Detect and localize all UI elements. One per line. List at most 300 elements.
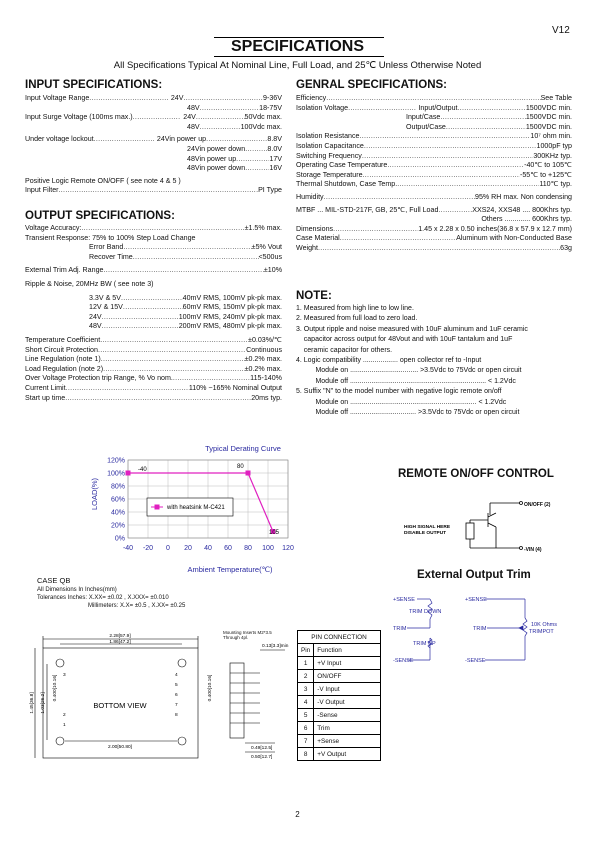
spec-label: Ripple & Noise, 20MHz BW ( see note 3): [25, 279, 154, 288]
dot-leader: [94, 135, 155, 145]
dim-height-total: 0.50[12.7]: [251, 755, 273, 760]
spec-label: Thermal Shutdown, Case Temp.: [296, 180, 398, 189]
spec-value: 1500VDC min.: [525, 113, 572, 122]
transistor-emitter: [488, 523, 496, 527]
spec-value: Aluminum with Non-Conducted Base: [456, 234, 572, 243]
spec-value: 300KHz typ.: [533, 151, 572, 160]
spec-value: 18-75V: [259, 103, 282, 112]
x-tick-label: 40: [204, 545, 212, 552]
pin-number: 6: [298, 722, 314, 735]
spec-label: Start up time: [25, 393, 66, 402]
spacer: [296, 215, 481, 225]
spec-label: Error Band: [89, 243, 124, 252]
dim-pin-spacing-right: 0.400[10.16]: [208, 674, 213, 702]
onoff-pin-label: ON/OFF (2): [524, 502, 551, 508]
chart-annotation-knee: 80: [237, 464, 244, 470]
spec-value: 63g: [560, 243, 572, 252]
trimpot-wiper: [519, 626, 523, 630]
input-spec-row: [25, 145, 282, 155]
spec-value: 16V: [269, 164, 282, 173]
spec-value: 17V: [269, 154, 282, 163]
dot-leader: [200, 123, 241, 133]
spec-value: 1500VDC min.: [525, 122, 572, 131]
trim-heading: External Output Trim: [417, 569, 531, 581]
case-drawing: [25, 628, 300, 763]
pin-connection-table: [297, 630, 381, 761]
dot-leader: [363, 171, 520, 181]
legend-label: with heatsink M-C421: [167, 505, 225, 511]
pin-number: 1: [298, 657, 314, 670]
pin-function: -V Output: [314, 696, 381, 709]
x-tick-label: 0: [166, 545, 170, 552]
pin-number: 5: [298, 709, 314, 722]
pin-function: Trim: [314, 722, 381, 735]
transistor-collector: [488, 513, 496, 517]
note-line: ceramic capacitor for others.: [296, 346, 393, 354]
spec-label: Load Regulation (note 2): [25, 364, 104, 373]
output-spec-row: [25, 303, 282, 313]
dot-leader: [102, 322, 179, 332]
spec-label: MTBF ... MIL-STD-217F, GB, 25℃, Full Load: [296, 205, 439, 214]
input-spec-row: [25, 94, 282, 104]
spec-label: Dimensions: [296, 224, 334, 233]
output-spec-row: [25, 234, 282, 244]
chart-x-ticks: [123, 545, 294, 552]
dot-leader: [65, 394, 251, 404]
data-point: [246, 471, 251, 476]
pin-number: 7: [298, 735, 314, 748]
spec-label: 48V: [89, 322, 102, 331]
spec-value: 60mV RMS, 150mV pk-pk max.: [182, 303, 282, 312]
chart-y-label: LOAD(%): [90, 477, 99, 511]
dim-width-outer: 2.28[57.9]: [109, 634, 131, 639]
chart-annotation-end: 105: [269, 530, 280, 536]
spec-label: Humidity: [296, 192, 324, 201]
spec-condition: Input/Output: [418, 103, 458, 112]
output-spec-row: [25, 365, 282, 375]
spec-condition: 48Vin power up: [187, 154, 237, 163]
note-line: 4. Logic compatibility .................. open collector ref to -Input: [296, 357, 482, 365]
dot-leader: [59, 186, 259, 196]
pin-row: [298, 657, 381, 670]
data-point: [126, 471, 131, 476]
dot-leader: [326, 94, 540, 104]
spec-value: -40℃ to 105℃: [524, 161, 572, 170]
case-tolerance-inches: Tolerances Inches: X.XX= ±0.02 , X.XXX= ±0.010: [37, 595, 169, 601]
spec-value: 1000pF typ: [536, 141, 572, 150]
trim-left-sense-plus: +SENSE: [393, 597, 415, 603]
dot-leader: [133, 253, 259, 263]
dot-leader: [200, 104, 260, 114]
general-spec-row: [296, 94, 572, 104]
dot-leader: [101, 355, 245, 365]
spec-label: Over Voltage Protection trip Range, % Vo nom.: [25, 374, 173, 383]
chart-annotation-start: -40: [138, 467, 147, 473]
spec-label: Temperature Coefficient: [25, 335, 101, 344]
general-spec-row: [296, 206, 572, 216]
spec-label: Isolation Capacitance: [296, 141, 364, 150]
x-tick-label: 60: [224, 545, 232, 552]
spec-label: Operating Case Temperature: [296, 161, 388, 170]
input-spec-row: [25, 155, 282, 165]
spec-value: PI Type: [258, 186, 282, 195]
trim-right-trim: TRIM: [473, 626, 487, 632]
high-signal-label: HIGH SIGNAL HERE: [404, 525, 451, 530]
dot-leader: [245, 145, 267, 155]
spec-condition: 24V: [183, 113, 196, 122]
mount-hole: [56, 659, 64, 667]
spec-label: Short Circuit Protection: [25, 345, 98, 354]
y-tick-label: 100%: [107, 470, 125, 478]
dot-leader: [183, 94, 263, 104]
dot-leader: [100, 336, 248, 346]
trim-left-sense-minus: -SENSE: [393, 658, 414, 664]
spec-value: ±5% Vout: [251, 243, 282, 252]
spec-label: Case Material: [296, 234, 340, 243]
dim-height-holes: 1.03[26.2]: [41, 692, 46, 714]
y-tick-label: 60%: [110, 496, 125, 504]
dot-leader: [333, 225, 418, 235]
mounting-inserts-note: Mounting Inserts M2*3.5 Through 4pl.: [223, 630, 272, 640]
pin-number: 4: [175, 673, 178, 678]
general-spec-row: [296, 234, 572, 244]
output-spec-row: [25, 280, 282, 290]
title-rule-bottom: [214, 56, 384, 57]
y-tick-label: 80%: [110, 483, 125, 491]
spec-value: Continuous: [246, 345, 282, 354]
dot-leader: [102, 313, 179, 323]
pin-table-header-pin: Pin: [298, 644, 314, 657]
output-spec-row: [25, 266, 282, 276]
input-spec-row: [25, 123, 282, 133]
input-spec-row: [25, 104, 282, 114]
dot-leader: [387, 161, 524, 171]
dot-leader: [103, 266, 263, 276]
output-spec-row: [25, 224, 282, 234]
general-spec-row: [296, 132, 572, 142]
pin-number: 7: [175, 703, 178, 708]
dot-leader: [133, 113, 182, 123]
general-spec-row: [296, 244, 572, 254]
dot-leader: [89, 94, 169, 104]
output-spec-row: [25, 394, 282, 404]
dot-leader: [123, 303, 183, 313]
spec-label: Positive Logic Remote ON/OFF ( see note 4 & 5 ): [25, 176, 181, 185]
pin-function: +V Input: [314, 657, 381, 670]
y-tick-label: 40%: [110, 509, 125, 517]
spec-value: 1.45 x 2.28 x 0.50 inches(36.8 x 57.9 x 12.7 mm): [418, 224, 572, 233]
spec-label: 3.3V & 5V: [89, 293, 121, 302]
spec-value: ±1.5% max.: [244, 224, 282, 232]
spec-value: 100Vdc max.: [240, 122, 282, 131]
trim-down-label: TRIM DOWN: [409, 609, 442, 615]
pin-function: -V Input: [314, 683, 381, 696]
spec-value: XXS24, XXS48 .... 800Khrs typ.: [472, 205, 572, 214]
dot-leader: [81, 224, 244, 234]
dim-height-outer: 1.45[36.8]: [30, 692, 35, 714]
spec-value: 8.0V: [267, 144, 282, 153]
spec-condition: Output/Case: [406, 122, 446, 131]
mount-hole: [178, 737, 186, 745]
pin-function: +Sense: [314, 735, 381, 748]
note-line: Module on ................................... >3.5Vdc to 75Vdc or open circuit: [296, 367, 522, 375]
chart-y-ticks: [107, 458, 125, 543]
page-title: SPECIFICATIONS: [230, 38, 365, 55]
x-tick-label: 80: [244, 545, 252, 552]
side-view: [230, 663, 244, 738]
pin-number: 4: [298, 696, 314, 709]
pin-number: 5: [175, 683, 178, 688]
dot-leader: [103, 365, 245, 375]
dim-width-holes: 1.86[47.2]: [109, 640, 131, 645]
spec-condition: 48Vin power down: [187, 164, 246, 173]
case-label: CASE QB: [37, 576, 71, 585]
dot-leader: [438, 206, 472, 216]
spec-value: -55℃ to +125℃: [519, 170, 572, 179]
x-tick-label: 100: [262, 545, 274, 552]
output-spec-row: [25, 313, 282, 323]
spec-value: 200mV RMS, 480mV pk-pk max.: [178, 322, 282, 331]
output-heading: OUTPUT SPECIFICATIONS:: [25, 210, 175, 222]
spec-value: 115-140%: [250, 374, 282, 383]
spec-condition: 48V: [187, 122, 200, 131]
general-spec-row: [296, 180, 572, 190]
y-tick-label: 0%: [114, 535, 125, 543]
spec-condition: 48V: [187, 103, 200, 112]
spec-label: Recover Time: [89, 252, 133, 261]
dim-height-body: 0.49[12.5]: [251, 746, 273, 751]
pin-number: 8: [175, 713, 178, 718]
spec-label: Input Surge Voltage (100ms max.): [25, 113, 133, 122]
dot-leader: [362, 152, 533, 162]
spec-label: 24V: [89, 312, 102, 321]
pin-table-title: PIN CONNECTION: [298, 631, 381, 644]
input-spec-row: [25, 177, 282, 187]
output-spec-row: [25, 243, 282, 253]
general-spec-row: [296, 171, 572, 181]
pin-number: 2: [63, 713, 66, 718]
dot-leader: [245, 164, 269, 174]
note-line: 1. Measured from high line to low line.: [296, 305, 414, 312]
trimpot: [523, 618, 527, 636]
y-tick-label: 20%: [110, 522, 125, 530]
output-spec-row: [25, 384, 282, 394]
dot-leader: [98, 346, 246, 356]
output-spec-row: [25, 294, 282, 304]
note-line: 5. Suffix "N" to the model number with negative logic remote on/off: [296, 388, 502, 396]
resistor: [466, 523, 474, 539]
output-spec-row: [25, 374, 282, 384]
chart-x-label: Ambient Temperature(℃): [187, 565, 273, 574]
note-line: 2. Measured from full load to zero load.: [296, 315, 418, 323]
spec-label: Storage Temperature: [296, 170, 363, 179]
dim-pin-spacing-left: 0.400[10.16]: [53, 674, 58, 702]
spec-value: 1500VDC min.: [525, 103, 572, 112]
input-spec-row: [25, 135, 282, 145]
spec-label: Efficiency: [296, 94, 327, 102]
remote-heading: REMOTE ON/OFF CONTROL: [398, 468, 554, 480]
spec-label: Isolation Resistance: [296, 132, 360, 141]
spec-value: Others ............. 600Khrs typ.: [481, 215, 572, 224]
chart-title: Typical Derating Curve: [205, 444, 281, 453]
pin-function: +V Output: [314, 748, 381, 761]
pin-number: 3: [63, 673, 66, 678]
note-heading: NOTE:: [296, 290, 332, 302]
spec-value: 95% RH max. Non condensing: [475, 192, 572, 201]
pin-number: 8: [298, 748, 314, 761]
input-spec-list: [25, 94, 282, 196]
pin-number: 6: [175, 693, 178, 698]
pin-row: [298, 683, 381, 696]
general-spec-row: [296, 104, 572, 114]
spec-value: 100mV RMS, 240mV pk-pk max.: [178, 312, 282, 321]
pin-number: 3: [298, 683, 314, 696]
output-spec-list: [25, 224, 282, 403]
dot-leader: [123, 243, 251, 253]
spec-label: Transient Response: 75% to 100% Step Load Change: [25, 233, 196, 242]
spec-condition: 24V: [170, 94, 184, 102]
spec-value: 50Vdc max.: [244, 113, 282, 122]
note-list: [296, 304, 576, 418]
bottom-view-label: BOTTOM VIEW: [93, 701, 147, 710]
mount-hole: [178, 659, 186, 667]
vin-pin-label: -VIN (4): [524, 547, 542, 553]
spec-label: Input Voltage Range: [25, 94, 90, 102]
input-spec-row: [25, 113, 282, 123]
note-line: 3. Output ripple and noise measured with 10uF aluminum and 1uF ceramic: [296, 325, 528, 333]
x-tick-label: -40: [122, 545, 134, 552]
trimpot-value: 10K Ohms: [531, 622, 557, 628]
spec-value: <500us: [258, 252, 282, 261]
y-tick-label: 120%: [107, 457, 125, 465]
input-spec-row: [25, 186, 282, 196]
spec-value: 10⁷ ohm min.: [530, 132, 572, 141]
spec-label: Switching Frequency: [296, 151, 362, 160]
remote-onoff-diagram: [400, 493, 570, 563]
general-spec-row: [296, 193, 572, 203]
dot-leader: [359, 132, 530, 142]
spec-value: 110℃ typ.: [539, 180, 572, 189]
spec-value: ±0.2% max.: [244, 364, 282, 373]
spec-label: 12V & 15V: [89, 303, 123, 312]
pin-function: ON/OFF: [314, 670, 381, 683]
note-line: Module off .................................. >3.5Vdc to 75Vdc or open circuit: [296, 409, 520, 417]
dot-leader: [457, 104, 525, 114]
pin-function: -Sense: [314, 709, 381, 722]
spec-value: 9-36V: [263, 94, 282, 102]
pin-table-header-function: Function: [314, 644, 381, 657]
spec-value: ±0.2% max.: [244, 355, 282, 364]
general-spec-list: [296, 94, 572, 254]
trim-right-sense-minus: -SENSE: [465, 658, 486, 664]
input-spec-row: [25, 164, 282, 174]
mount-hole: [56, 737, 64, 745]
derating-chart: [80, 442, 305, 582]
spec-value: 110% ~165% Nominal Output: [188, 383, 282, 392]
note-line: Module off ...................................................................... < 1.2Vdc: [296, 377, 516, 385]
trim-up-label: TRIM UP: [413, 641, 436, 647]
dot-leader: [348, 104, 416, 114]
version-label: V12: [552, 25, 570, 36]
dot-leader: [66, 384, 189, 394]
spec-condition: 24Vin power up: [156, 135, 207, 144]
general-spec-row: [296, 142, 572, 152]
legend-marker: [155, 505, 160, 510]
case-tolerance-mm: Millimeters: X.X= ±0.5 , X.XX= ±0.25: [88, 603, 186, 609]
x-tick-label: 120: [282, 545, 294, 552]
general-spec-row: [296, 113, 572, 123]
trim-left-trim: TRIM: [393, 626, 407, 632]
dot-leader: [236, 155, 269, 165]
dim-pin-length: 0.13[3.3]min: [262, 644, 289, 649]
pin-row: [298, 748, 381, 761]
x-tick-label: 20: [184, 545, 192, 552]
pin-row: [298, 735, 381, 748]
output-spec-row: [25, 346, 282, 356]
spec-label: Line Regulation (note 1): [25, 355, 101, 364]
trimpot-label: TRIMPOT: [529, 629, 554, 635]
spec-value: ±10%: [263, 266, 282, 275]
general-heading: GENRAL SPECIFICATIONS:: [296, 79, 447, 91]
general-spec-row: [296, 215, 572, 225]
spec-value: 40mV RMS, 100mV pk-pk max.: [182, 293, 282, 302]
output-spec-row: [25, 253, 282, 263]
spec-label: Weight: [296, 243, 318, 252]
dot-leader: [121, 294, 183, 304]
trim-right-sense-plus: +SENSE: [465, 597, 487, 603]
dot-leader: [397, 180, 539, 190]
dot-leader: [196, 113, 245, 123]
pin-row: [298, 696, 381, 709]
output-spec-row: [25, 336, 282, 346]
pin-row: [298, 670, 381, 683]
spec-label: Under voltage lockout: [25, 135, 94, 144]
output-spec-row: [25, 355, 282, 365]
x-tick-label: -20: [142, 545, 154, 552]
dot-leader: [206, 135, 267, 145]
spec-label: Isolation Voltage: [296, 103, 349, 112]
input-heading: INPUT SPECIFICATIONS:: [25, 79, 163, 91]
spec-label: Current Limit: [25, 383, 66, 392]
general-spec-row: [296, 161, 572, 171]
pin-number: 1: [63, 723, 66, 728]
dot-leader: [446, 123, 526, 133]
dot-leader: [324, 193, 475, 203]
output-spec-row: [25, 322, 282, 332]
dot-leader: [173, 374, 250, 384]
pin-number: 2: [298, 670, 314, 683]
dot-leader: [318, 244, 560, 254]
dot-leader: [440, 113, 526, 123]
page-subtitle: All Specifications Typical At Nominal Line, Full Load, and 25℃ Unless Otherwise Noted: [113, 60, 482, 71]
note-line: capacitor across output for 48Vout and with 10uF tantalum and 1uF: [296, 336, 513, 344]
dim-width-pins: 2.00[50.80]: [107, 745, 133, 750]
spec-value: 8.8V: [267, 135, 282, 144]
spec-condition: Input/Case: [406, 113, 441, 122]
general-spec-row: [296, 225, 572, 235]
dot-leader: [364, 142, 537, 152]
spec-condition: 24Vin power down: [187, 144, 246, 153]
page-number: 2: [295, 810, 300, 819]
spec-value: See Table: [540, 94, 572, 102]
spec-label: Voltage Accuracy:: [25, 224, 82, 232]
pin-row: [298, 709, 381, 722]
note-line: Module on ................................................................. < 1.2Vdc: [296, 398, 507, 406]
disable-output-label: DISABLE OUTPUT: [404, 531, 447, 536]
spec-label: External Trim Adj. Range: [25, 266, 104, 275]
external-trim-diagram: [385, 588, 570, 673]
spec-value: 20ms typ.: [251, 393, 282, 402]
